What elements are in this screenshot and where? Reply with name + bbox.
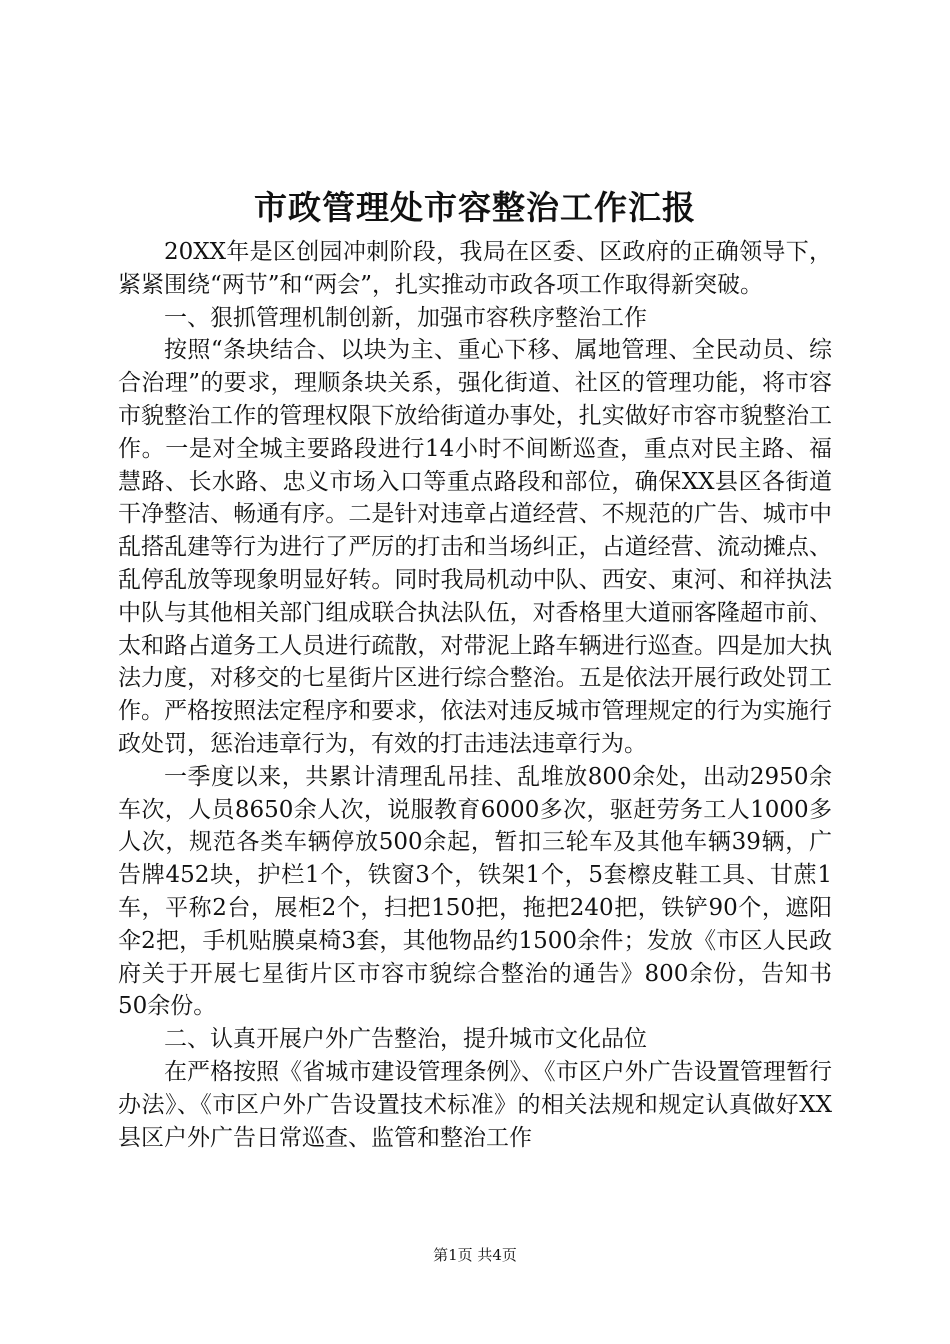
document-body [118, 236, 832, 1154]
section-2-paragraph: 在严格按照《省城市建设管理条例》、《市区户外广告设置管理暂行办法》、《市区户外广告设置技术标准》的相关法规和规定认真做好XX县区户外广告日常巡查、监管和整治工作 [118, 1058, 832, 1151]
statistics-paragraph: 一季度以来，共累计清理乱吊挂、乱堆放800余处，出动2950余车次，人员8650余人次，说服教育6000多次，驱赶劳务工人1000多人次，规范各类车辆停放500余起，暂扣三轮车及其他车辆39辆，广告牌452块，护栏1个，铁窗3个，铁架1个，5套檫皮鞋工具、甘蔗1车，平称2台，展柜2个，扫把150把，拖把240把，铁铲90个，遮阳伞2把，手机贴膜桌椅3套，其他物品约1500余件；发放《市区人民政府关于开展七星街片区市容市貌综合整治的通告》800余份，告知书50余份。 [118, 763, 832, 1020]
document-title: 市政管理处市容整治工作汇报 [254, 188, 696, 227]
intro-paragraph: 20XX年是区创园冲刺阶段，我局在区委、区政府的正确领导下，紧紧围绕“两节”和“两会”，扎实推动市政各项工作取得新突破。 [118, 239, 832, 298]
section-heading-1: 一、狠抓管理机制创新，加强市容秩序整治工作 [164, 304, 647, 331]
page-footer: 第1页 共4页 [433, 1246, 517, 1264]
section-heading-2: 二、认真开展户外广告整治，提升城市文化品位 [164, 1026, 647, 1053]
section-1-paragraph: 按照“条块结合、以块为主、重心下移、属地管理、全民动员、综合治理”的要求，理顺条块关系，强化街道、社区的管理功能，将市容市貌整治工作的管理权限下放给街道办事处，扎实做好市容市貌整治工作。一是对全城主要路段进行14小时不间断巡查，重点对民主路、福慧路、长水路、忠义市场入口等重点路段和部位，确保XX县区各街道干净整洁、畅通有序。二是针对违章占道经营、不规范的广告、城市中乱搭乱建等行为进行了严厉的打击和当场纠正，占道经营、流动摊点、乱停乱放等现象明显好转。同时我局机动中队、西安、東河、和祥执法中队与其他相关部门组成联合执法队伍，对香格里大道丽客隆超市前、太和路占道务工人员进行疏散，对带泥上路车辆进行巡查。四是加大执法力度，对移交的七星街片区进行综合整治。五是依法开展行政处罚工作。严格按照法定程序和要求，依法对违反城市管理规定的行为实施行政处罚，惩治违章行为，有效的打击违法违章行为。 [118, 337, 832, 757]
